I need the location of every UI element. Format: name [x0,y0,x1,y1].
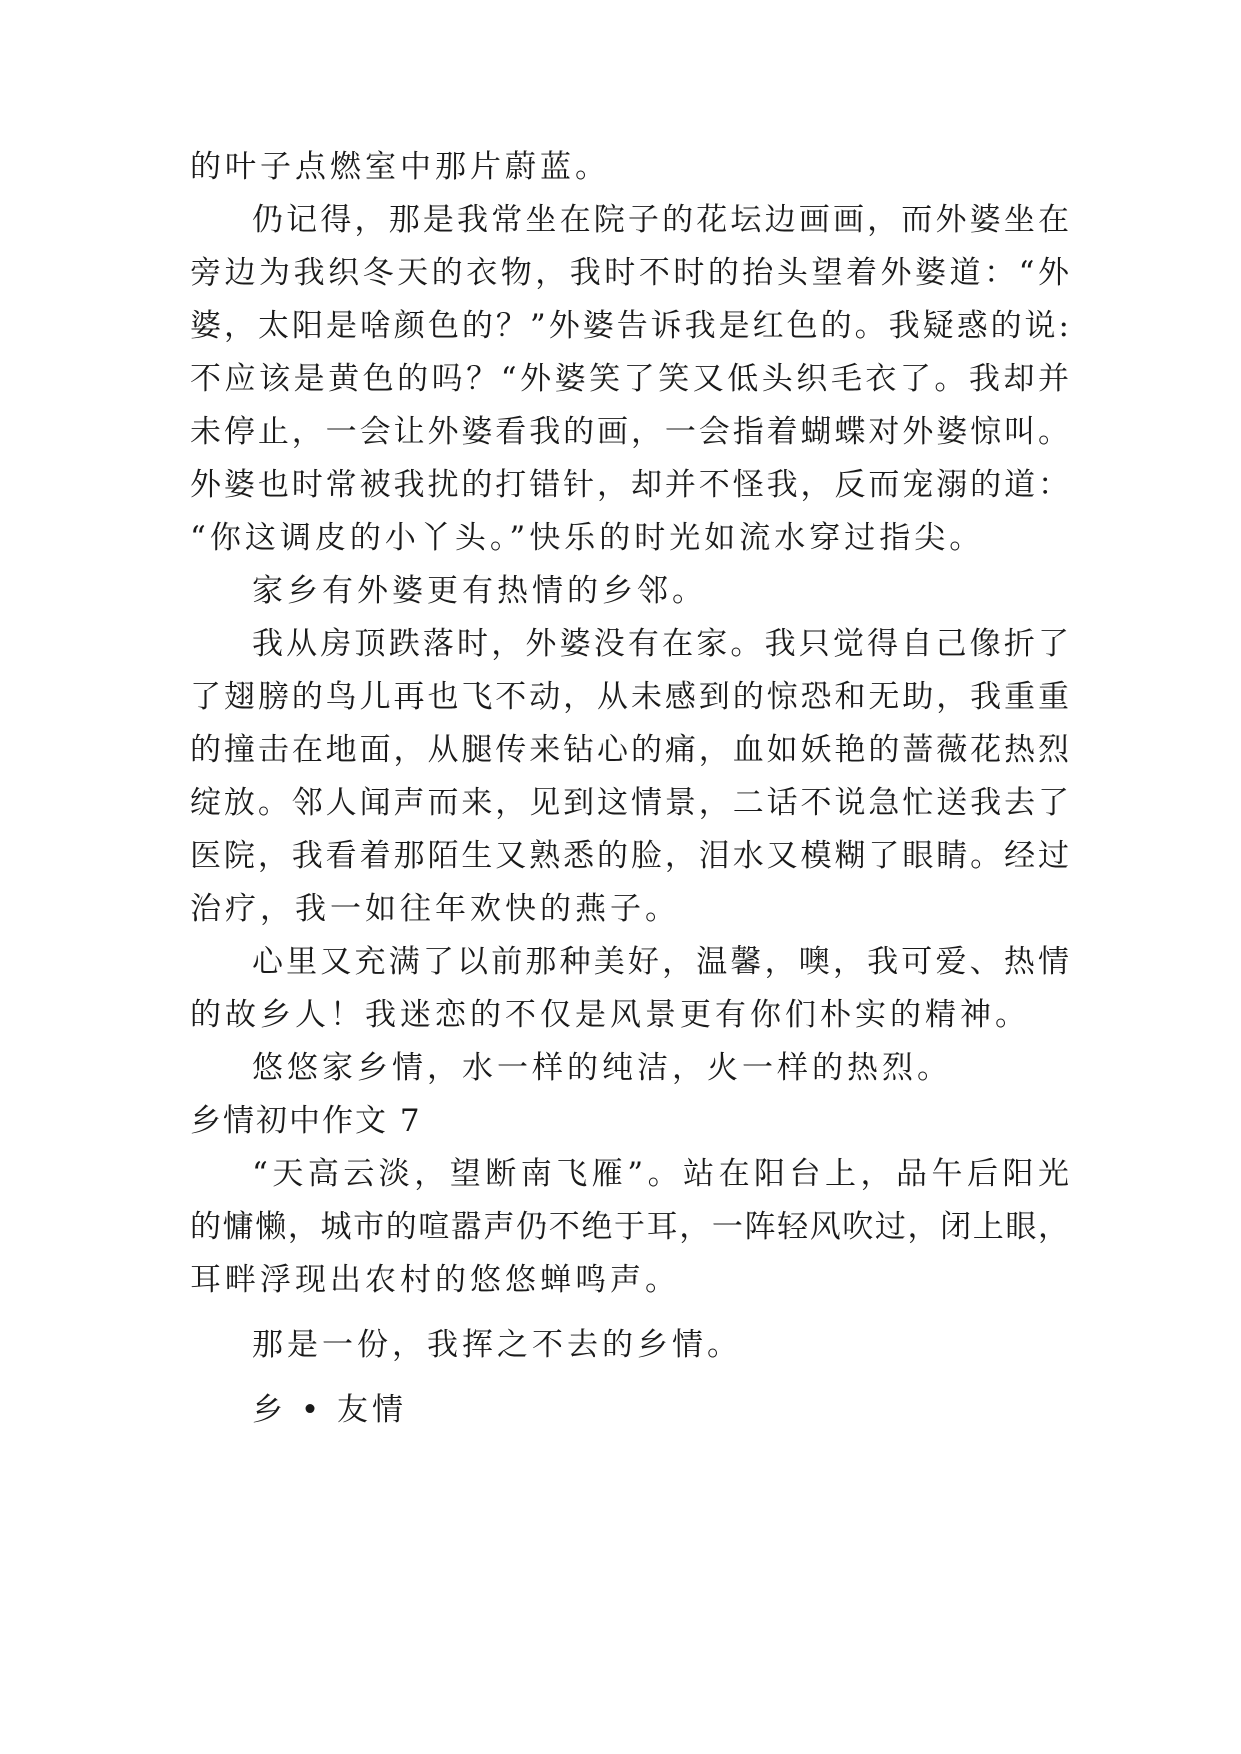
text-line: 医院，我看着那陌生又熟悉的脸，泪水又模糊了眼睛。经过 [190,838,1070,874]
text-line: “天高云淡，望断南飞雁”。站在阳台上，品午后阳光 [252,1156,1070,1192]
text-line: 的慵懒，城市的喧嚣声仍不绝于耳，一阵轻风吹过，闭上眼， [190,1209,1070,1245]
text-line: 的故乡人！我迷恋的不仅是风景更有你们朴实的精神。 [190,997,1030,1033]
text-line: 的撞击在地面，从腿传来钻心的痛，血如妖艳的蔷薇花热烈 [190,732,1070,768]
text-line: 心里又充满了以前那种美好，温馨，噢，我可爱、热情 [252,944,1070,980]
text-line: 那是一份，我挥之不去的乡情。 [252,1327,742,1363]
text-line: “你这调皮的小丫头。”快乐的时光如流水穿过指尖。 [190,520,985,556]
text-line: 了翅膀的鸟儿再也飞不动，从未感到的惊恐和无助，我重重 [190,679,1070,715]
text-line: 家乡有外婆更有热情的乡邻。 [252,573,707,609]
text-line: 耳畔浮现出农村的悠悠蝉鸣声。 [190,1262,680,1298]
text-line: 仍记得，那是我常坐在院子的花坛边画画，而外婆坐在 [252,202,1070,238]
section-heading: 乡情初中作文 7 [190,1103,422,1139]
text-line: 外婆也时常被我扰的打错针，却并不怪我，反而宠溺的道： [190,467,1070,503]
text-line: 绽放。邻人闻声而来，见到这情景，二话不说急忙送我去了 [190,785,1070,821]
text-line: 悠悠家乡情，水一样的纯洁，火一样的热烈。 [252,1050,952,1086]
text-line: 不应该是黄色的吗？“外婆笑了笑又低头织毛衣了。我却并 [190,361,1070,397]
text-line: 我从房顶跌落时，外婆没有在家。我只觉得自己像折了 [252,626,1070,662]
text-line: 婆，太阳是啥颜色的？”外婆告诉我是红色的。我疑惑的说: [190,308,1070,344]
text-line: 的叶子点燃室中那片蔚蓝。 [190,149,610,185]
text-line: 旁边为我织冬天的衣物，我时不时的抬头望着外婆道：“外 [190,255,1070,291]
sub-heading: 乡 • 友情 [252,1392,407,1428]
text-line: 治疗，我一如往年欢快的燕子。 [190,891,680,927]
text-line: 未停止，一会让外婆看我的画，一会指着蝴蝶对外婆惊叫。 [190,414,1070,450]
